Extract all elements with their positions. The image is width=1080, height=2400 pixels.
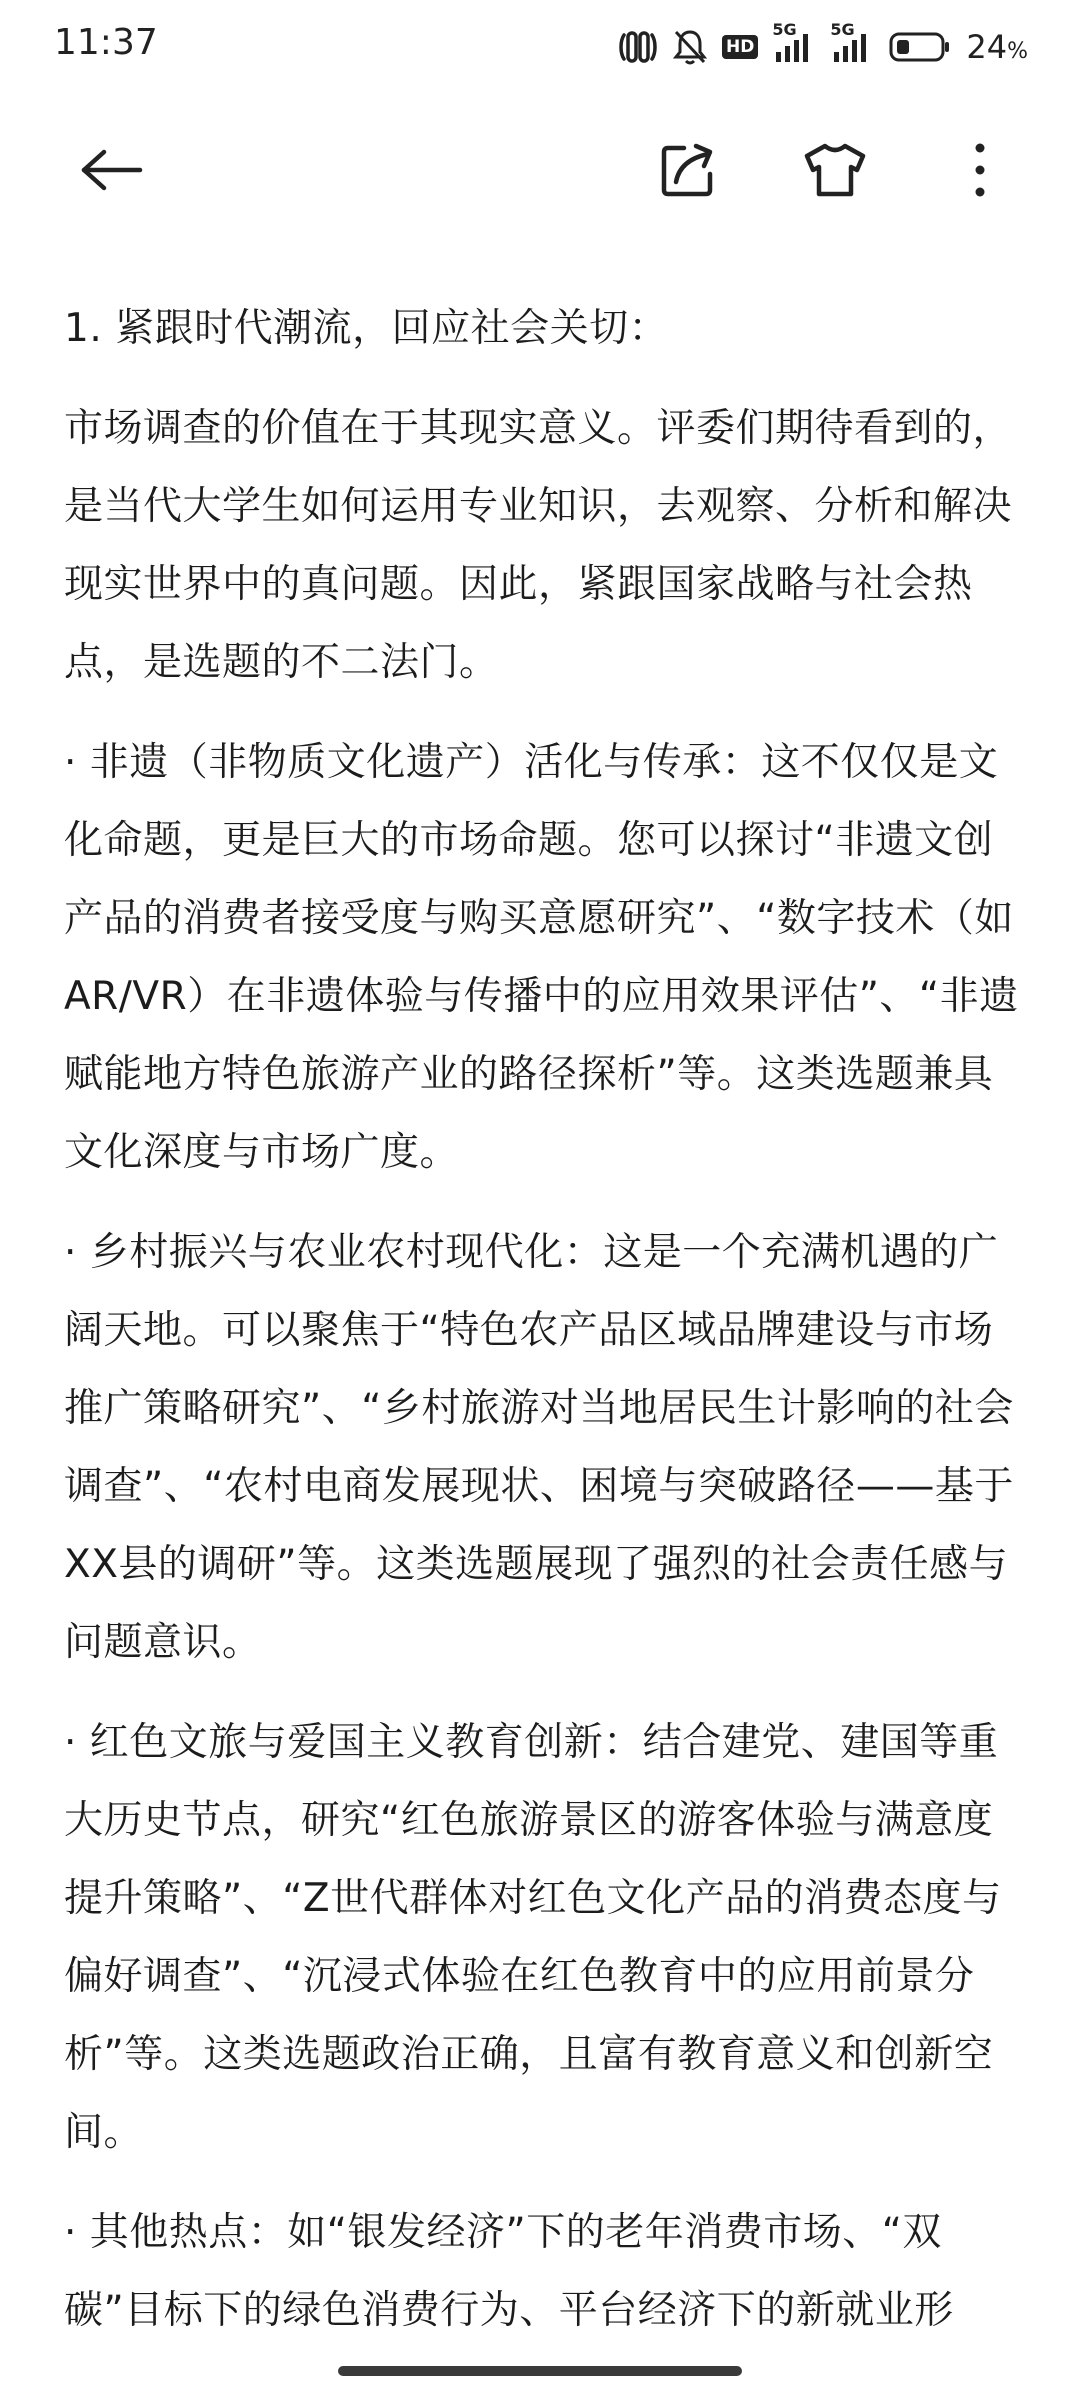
back-button[interactable] [72,130,152,210]
more-options-button[interactable] [940,130,1020,210]
bullet-item: · 红色文旅与爱国主义教育创新：结合建党、建国等重大历史节点，研究“红色旅游景区的游客体验与满意度提升策略”、“Z世代群体对红色文化产品的消费态度与偏好调查”、“沉浸式体验在红色教育中的应用前景分析”等。这类选题政治正确，且富有教育意义和创新空间。 [64,1720,1002,2155]
signal-icon-2 [830,20,874,64]
battery-percent [966,28,1028,66]
bullet-item: · 非遗（非物质文化遗产）活化与传承：这不仅仅是文化命题，更是巨大的市场命题。您可以探讨“非遗文创产品的消费者接受度与购买意愿研究”、“数字技术（如AR/VR）在非遗体验与传播中的应用效果评估”、“非遗赋能地方特色旅游产业的路径探析”等。这类选题兼具文化深度与市场广度。 [64,740,1019,1175]
more-vertical-icon [970,140,990,200]
bullet-item: · 乡村振兴与农业农村现代化：这是一个充满机遇的广阔天地。可以聚焦于“特色农产品区域品牌建设与市场推广策略研究”、“乡村旅游对当地居民生计影响的社会调查”、“农村电商发展现状、困境与突破路径——基于XX县的调研”等。这类选题展现了强烈的社会责任感与问题意识。 [64,1230,1014,1665]
status-icons [618,22,1028,72]
hd-label: HD [726,37,755,57]
hd-icon [722,35,758,59]
share-button[interactable] [648,130,728,210]
signal-icon [772,20,816,64]
network-type-label: 5G [772,20,797,39]
tshirt-icon [803,142,867,198]
theme-button[interactable] [795,130,875,210]
battery-value: 24 [966,28,1008,66]
top-toolbar [0,110,1080,230]
article-content [64,290,1024,2372]
back-arrow-icon [80,148,144,192]
status-bar [0,0,1080,90]
status-time: 11:37 [54,22,158,63]
mute-bell-icon [672,28,708,66]
battery-unit: % [1007,39,1028,64]
article-intro: 市场调查的价值在于其现实意义。评委们期待看到的，是当代大学生如何运用专业知识，去观察、分析和解决现实世界中的真问题。因此，紧跟国家战略与社会热点，是选题的不二法门。 [64,406,1013,685]
vibrate-icon [618,29,658,65]
network-type-label-2: 5G [830,20,855,39]
battery-icon [888,30,952,64]
article-heading: 1. 紧跟时代潮流，回应社会关切： [64,306,669,351]
bullet-item: · 其他热点：如“银发经济”下的老年消费市场、“双碳”目标下的绿色消费行为、平台经济下的新就业形 [64,2210,954,2333]
home-indicator[interactable] [338,2366,742,2376]
share-external-icon [660,142,716,198]
